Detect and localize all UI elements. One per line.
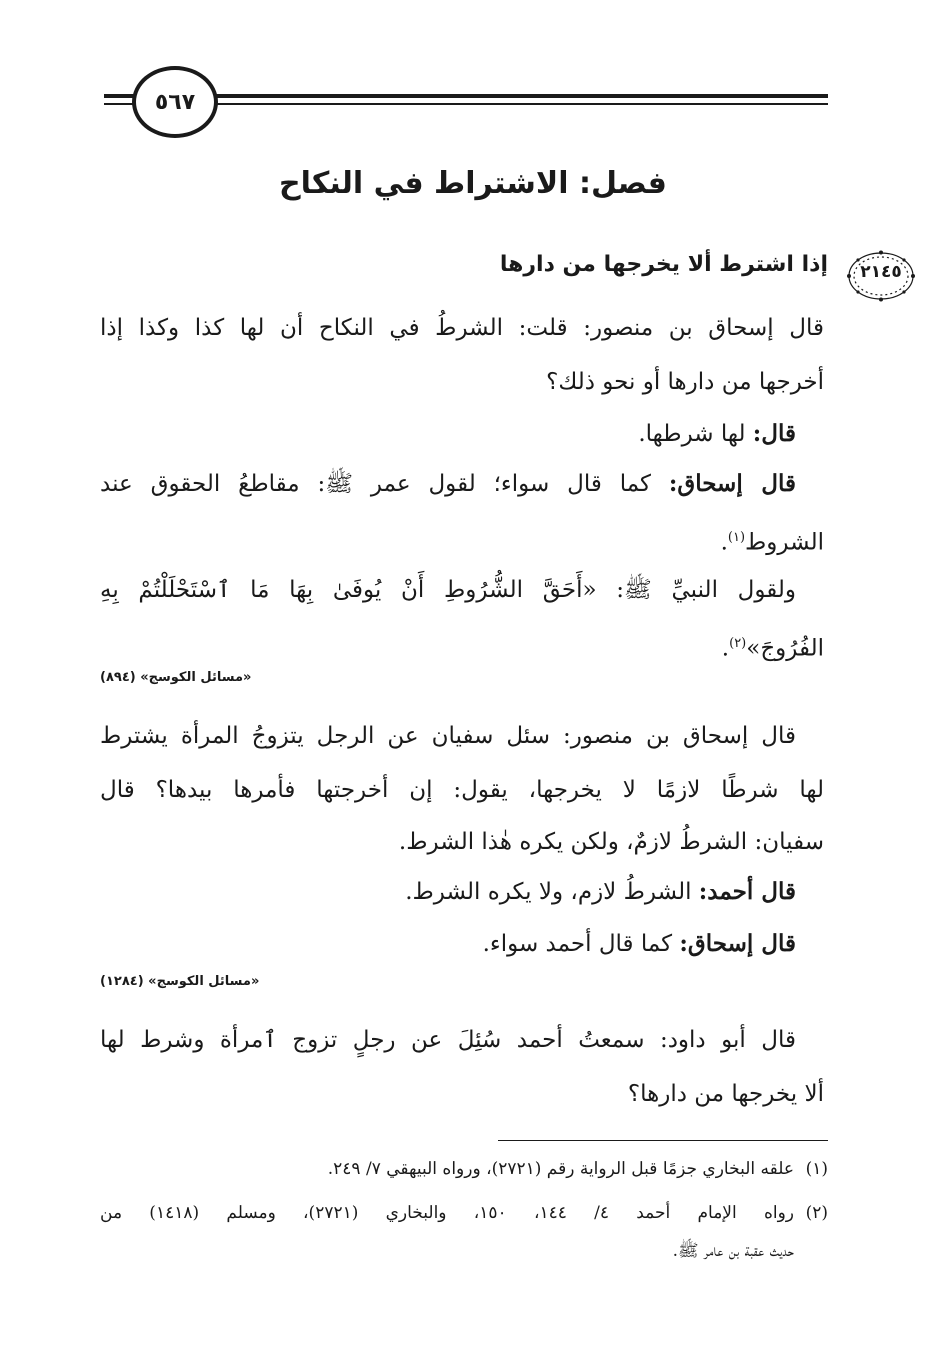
text-line: ولقول النبيِّ ﷺ: «أَحَقَّ الشُّرُوطِ أَنْ يُوفَىٰ بِهَا مَا ٱسْتَحْلَلْتُمْ بِهِ [100, 577, 796, 603]
text-line: ألا يخرجها من دارها؟ [627, 1081, 824, 1107]
source-citation: «مسائل الكوسج» (٨٩٤) [100, 670, 252, 685]
header-rule-left-bottom [104, 103, 134, 105]
footnote-continuation: حديث عقبة بن عامر ﷺ. [672, 1241, 794, 1261]
footnote-number: (٢) [805, 1203, 829, 1223]
footnote-text: رواه الإمام أحمد ٤/ ١٤٤، ١٥٠، والبخاري (٢٧٢١)، ومسلم (١٤١٨) من [100, 1203, 795, 1223]
text-line [483, 928, 796, 960]
text-line [722, 628, 824, 665]
footnote [328, 1156, 828, 1182]
header-rule-top [212, 94, 828, 98]
footnote [100, 1200, 828, 1226]
text-fragment: الشروط [745, 529, 824, 556]
page-number-text: ٥٦٧ [154, 89, 196, 115]
text-line: أخرجها من دارها أو نحو ذلك؟ [546, 369, 824, 395]
footnote-ref: (١) [727, 530, 746, 545]
text-line [721, 522, 824, 559]
text-fragment: . [721, 635, 730, 662]
footnote-text: علقه البخاري جزمًا قبل الرواية رقم (٢٧٢١)، ورواه البيهقي ٧/ ٢٤٩. [327, 1159, 794, 1179]
footnote-number: (١) [805, 1159, 828, 1179]
speaker-label: قال إسحاق: [668, 470, 796, 497]
text-line [100, 468, 796, 500]
text-line: قال إسحاق بن منصور: سئل سفيان عن الرجل يتزوجُ المرأة يشترط [100, 723, 796, 749]
text-line: قال إسحاق بن منصور: قلت: الشرطُ في النكاح أن لها كذا وكذا إذا [100, 315, 824, 341]
section-heading [108, 248, 902, 300]
section-number-badge [846, 250, 916, 302]
footnote-ref: (٢) [729, 636, 747, 651]
text-fragment: . [720, 529, 728, 556]
text-fragment: الفُرُوجَ» [746, 635, 824, 662]
section-number: ٢١٤٥ [860, 262, 902, 282]
speaker-label: قال إسحاق: [679, 930, 796, 957]
text-line: سفيان: الشرطُ لازمٌ، ولكن يكره هٰذا الشرط. [398, 829, 824, 855]
header-rule-bottom [212, 103, 828, 105]
speaker-label: قال: [752, 420, 796, 447]
page-number [132, 66, 218, 138]
text-line: قال أبو داود: سمعتُ أحمد سُئِلَ عن رجلٍ تزوج ٱمرأة وشرط لها [100, 1027, 796, 1053]
source-citation: «مسائل الكوسج» (١٢٨٤) [100, 974, 260, 989]
text-line [405, 876, 796, 908]
speaker-label: قال أحمد: [698, 878, 796, 905]
speaker-text: الشرطُ لازم، ولا يكره الشرط. [405, 879, 699, 905]
speaker-text: كما قال سواء؛ لقول عمر ﷺ: مقاطعُ الحقوق عند [100, 471, 669, 497]
chapter-title: فصل: الاشتراط في النكاح [279, 166, 667, 201]
text-line [638, 418, 796, 450]
footnote-separator [498, 1140, 828, 1141]
header-rule-left-top [104, 94, 134, 98]
speaker-text: لها شرطها. [638, 421, 753, 447]
speaker-text: كما قال أحمد سواء. [482, 931, 680, 957]
section-title: إذا اشترط ألا يخرجها من دارها [499, 252, 828, 277]
text-line: لها شرطًا لازمًا لا يخرجها، يقول: إن أخرجتها فأمرها بيدها؟ قال [100, 777, 824, 803]
